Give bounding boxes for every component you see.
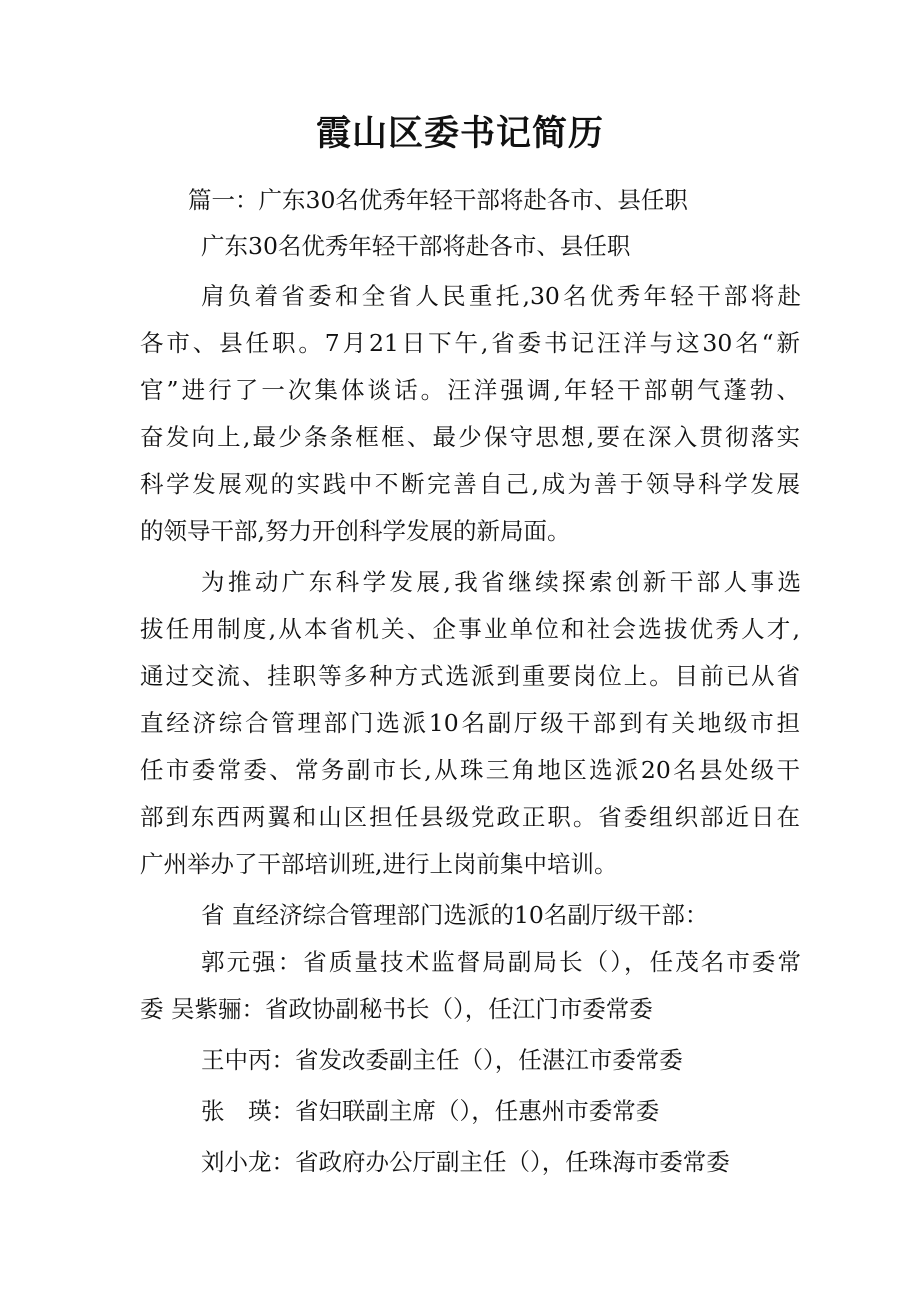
paragraph-line: 肩负着省委和全省人民重托,30名优秀年轻干部将赴 <box>201 282 801 310</box>
paragraph-line: 为推动广东科学发展,我省继续探索创新干部人事选 <box>201 568 801 596</box>
paragraph-line: 奋发向上,最少条条框框、最少保守思想,要在深入贯彻落实 <box>140 423 800 451</box>
paragraph-line: 部到东西两翼和山区担任县级党政正职。省委组织部近日在 <box>140 803 800 831</box>
paragraph-line: 的领导干部,努力开创科学发展的新局面。 <box>140 517 571 545</box>
list-heading: 省 直经济综合管理部门选派的10名副厅级干部： <box>201 901 709 929</box>
list-item: 张 瑛：省妇联副主席（），任惠州市委常委 <box>201 1097 660 1125</box>
list-item: 郭元强：省质量技术监督局副局长（），任茂名市委常 <box>201 948 801 976</box>
paragraph-line: 各市、县任职。7月21日下午,省委书记汪洋与这30名“新 <box>140 329 800 357</box>
article-headline: 广东30名优秀年轻干部将赴各市、县任职 <box>201 232 631 260</box>
paragraph-line: 广州举办了干部培训班,进行上岗前集中培训。 <box>140 850 618 878</box>
list-item: 刘小龙：省政府办公厅副主任（），任珠海市委常委 <box>201 1148 730 1176</box>
paragraph-line: 官”进行了一次集体谈话。汪洋强调,年轻干部朝气蓬勃、 <box>140 376 800 404</box>
paragraph-line: 直经济综合管理部门选派10名副厅级干部到有关地级市担 <box>140 709 800 737</box>
paragraph-line: 通过交流、挂职等多种方式选派到重要岗位上。目前已从省 <box>140 662 800 690</box>
paragraph-line: 拔任用制度,从本省机关、企事业单位和社会选拔优秀人才, <box>140 615 800 643</box>
section-heading: 篇一：广东30名优秀年轻干部将赴各市、县任职 <box>188 186 688 214</box>
list-item: 王中丙：省发改委副主任（），任湛江市委常委 <box>201 1046 683 1074</box>
document-title: 霞山区委书记简历 <box>315 113 604 154</box>
paragraph-line: 任市委常委、常务副市长,从珠三角地区选派20名县处级干 <box>140 756 800 784</box>
paragraph-line: 科学发展观的实践中不断完善自己,成为善于领导科学发展 <box>140 470 800 498</box>
list-item: 委 吴紫骊：省政协副秘书长（），任江门市委常委 <box>140 995 653 1023</box>
